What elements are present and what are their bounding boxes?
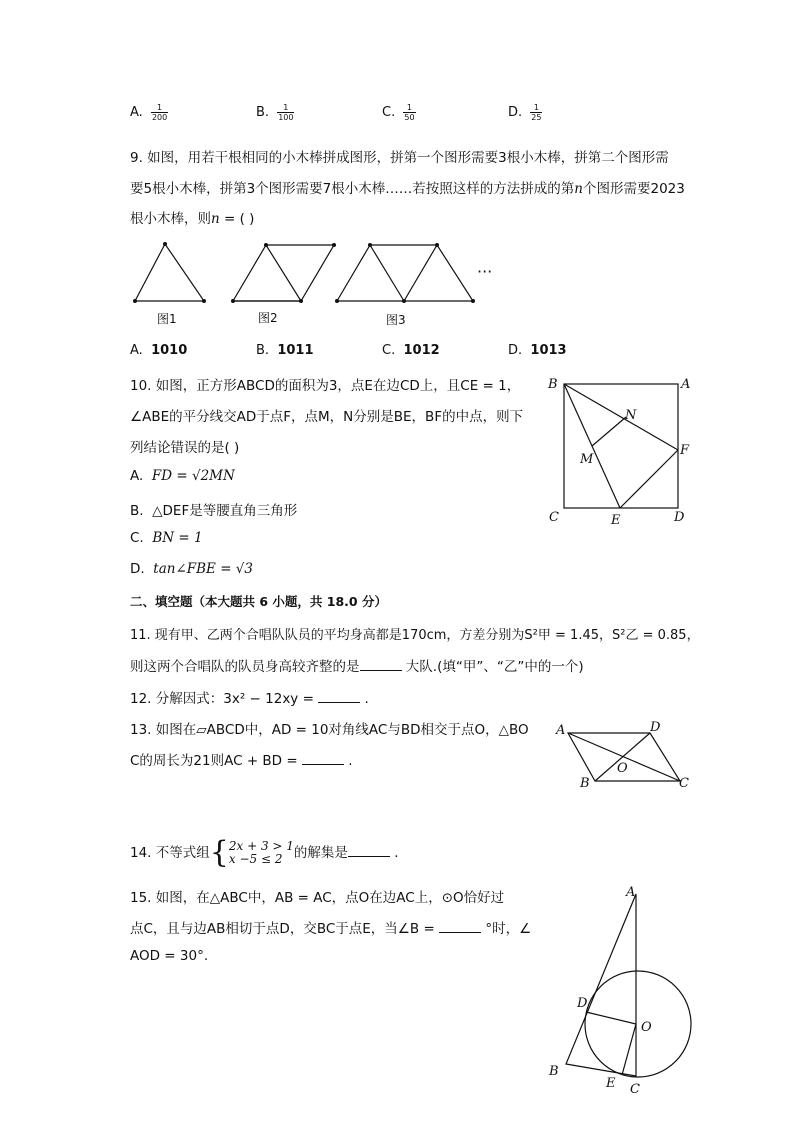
point-a: A bbox=[681, 377, 691, 392]
point-c: C bbox=[630, 1082, 640, 1097]
point-d: D bbox=[650, 720, 661, 735]
q10-stem-line1: 10. 如图，正方形ABCD的面积为3，点E在边CD上，且CE = 1， bbox=[130, 378, 521, 394]
point-f: F bbox=[680, 443, 690, 458]
q11-stem-line1: 11. 现有甲、乙两个合唱队队员的平均身高都是170cm，方差分别为S²甲 = 1.45，S²乙 = 0.85， bbox=[130, 628, 700, 643]
q13-stem-line2: C的周长为21则AC + BD = . bbox=[130, 753, 353, 769]
q15-stem-line3: AOD = 30°. bbox=[130, 948, 209, 964]
point-e: E bbox=[606, 1076, 616, 1091]
point-m: M bbox=[580, 452, 594, 467]
point-n: N bbox=[625, 408, 637, 423]
point-b: B bbox=[549, 1064, 559, 1079]
q10-stem-line2: ∠ABE的平分线交AD于点F，点M，N分别是BE，BF的中点，则下 bbox=[130, 409, 524, 425]
point-c: C bbox=[679, 776, 689, 791]
q9-option-c: C. 1012 bbox=[382, 343, 440, 358]
inequality-system: 2x + 3 > 1 x −5 ≤ 2 bbox=[228, 839, 294, 866]
q10-option-a: A. FD = √2MN bbox=[130, 468, 235, 484]
point-a: A bbox=[556, 723, 566, 738]
q8-option-c: C. $\frac{1}{50}$ bbox=[382, 103, 415, 122]
q10-figure bbox=[540, 370, 710, 530]
q15-figure bbox=[540, 880, 710, 1100]
q10-option-d: D. tan∠FBE = √3 bbox=[130, 561, 253, 577]
fig-label-2: 图2 bbox=[258, 311, 278, 325]
point-o: O bbox=[641, 1020, 652, 1035]
q15-stem-line1: 15. 如图，在△ABC中，AB = AC，点O在边AC上，⊙O恰好过 bbox=[130, 890, 505, 906]
answer-blank[interactable] bbox=[302, 752, 344, 765]
point-d: D bbox=[674, 510, 685, 525]
q8-option-fraction: $\frac{1}{200}$ bbox=[151, 103, 168, 122]
q14-stem: 14. 不等式组{ 2x + 3 > 1 x −5 ≤ 2 的解集是 . bbox=[130, 835, 399, 870]
q8-option-fraction: $\frac{1}{50}$ bbox=[404, 103, 415, 122]
fig-label-3: 图3 bbox=[386, 313, 406, 327]
q12-stem: 12. 分解因式：3x² − 12xy = . bbox=[130, 691, 369, 707]
point-d: D bbox=[577, 996, 588, 1011]
q9-option-a: A. 1010 bbox=[130, 343, 188, 358]
q8-option-letter: A. bbox=[130, 105, 143, 120]
answer-blank[interactable] bbox=[318, 690, 360, 703]
point-a: A bbox=[626, 885, 636, 900]
q9-option-d: D. 1013 bbox=[508, 343, 567, 358]
q9-stem-line2: 要5根小木棒，拼第3个图形需要7根小木棒……若按照这样的方法拼成的第n个图形需要2023 bbox=[130, 181, 685, 197]
point-o: O bbox=[617, 761, 628, 776]
answer-blank[interactable] bbox=[348, 844, 390, 857]
q10-option-b: B. △DEF是等腰直角三角形 bbox=[130, 503, 298, 519]
q10-stem-line3: 列结论错误的是( ) bbox=[130, 440, 240, 456]
q8-option-fraction: $\frac{1}{25}$ bbox=[531, 103, 542, 122]
q8-option-a bbox=[130, 103, 168, 122]
q9-option-b: B. 1011 bbox=[256, 343, 314, 358]
q9-stem-line1: 9. 如图，用若干根相同的小木棒拼成图形，拼第一个图形需要3根小木棒，拼第二个图形需 bbox=[130, 150, 669, 166]
q15-stem-line2: 点C，且与边AB相切于点D，交BC于点E，当∠B = °时，∠ bbox=[130, 921, 532, 937]
fig-ellipsis: ··· bbox=[477, 262, 493, 281]
q11-stem-line2: 则这两个合唱队的队员身高较齐整的是 大队.(填“甲”、“乙”中的一个) bbox=[130, 659, 584, 675]
q9-figure bbox=[125, 235, 515, 335]
answer-blank[interactable] bbox=[439, 920, 481, 933]
q9-stem-line3: 根小木棒，则n = ( ) bbox=[130, 211, 255, 227]
q10-option-c: C. BN = 1 bbox=[130, 530, 203, 546]
fig-label-1: 图1 bbox=[157, 312, 177, 326]
section-heading: 二、填空题（本大题共 6 小题，共 18.0 分） bbox=[130, 594, 387, 609]
q13-stem-line1: 13. 如图在▱ABCD中，AD = 10对角线AC与BD相交于点O，△BO bbox=[130, 722, 529, 738]
q8-option-d: D. $\frac{1}{25}$ bbox=[508, 103, 542, 122]
point-b: B bbox=[548, 377, 558, 392]
point-e: E bbox=[611, 513, 621, 528]
answer-blank[interactable] bbox=[360, 658, 402, 671]
q8-option-b: B. $\frac{1}{100}$ bbox=[256, 103, 294, 122]
point-b: B bbox=[580, 776, 590, 791]
q13-figure bbox=[550, 715, 700, 795]
point-c: C bbox=[549, 510, 559, 525]
q8-option-fraction: $\frac{1}{100}$ bbox=[278, 103, 294, 122]
